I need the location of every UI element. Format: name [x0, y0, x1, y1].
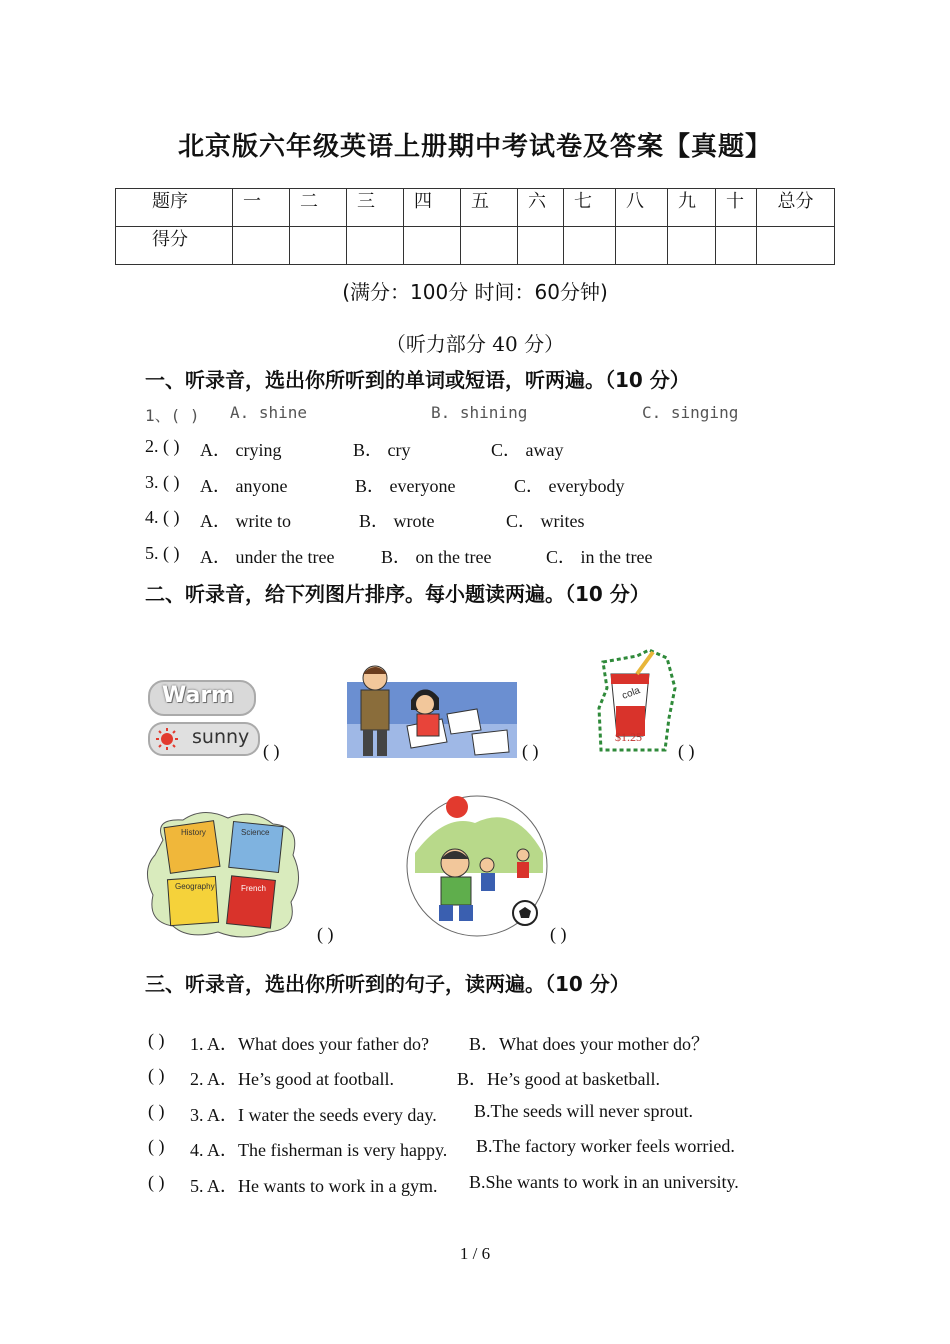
sentence-option-b: B.She wants to work in an university. — [469, 1172, 739, 1192]
sentence-option-b: B.The factory worker feels worried. — [476, 1136, 735, 1156]
q-option-b: B． wrote — [359, 511, 435, 531]
score-cell[interactable] — [668, 227, 716, 265]
subject-books-picture — [143, 810, 303, 940]
book-label: Geography — [175, 882, 215, 891]
score-table-cell: 得分 — [116, 227, 233, 265]
answer-blank[interactable]: ( ) — [148, 1065, 165, 1085]
book-label: French — [241, 884, 266, 893]
score-cell[interactable] — [404, 227, 461, 265]
q-number: 4. ( ) — [145, 507, 180, 527]
exam-meta: (满分：100分 时间：60分钟) — [342, 280, 608, 304]
q1-option-a: A. shine — [230, 403, 308, 422]
q-number: 3. ( ) — [145, 472, 180, 492]
answer-blank[interactable]: ( ) — [148, 1172, 165, 1192]
q-option-b: B． on the tree — [381, 547, 492, 567]
section3-heading: 三、听录音，选出你所听到的句子，读两遍。（10 分） — [145, 972, 630, 996]
book-label: History — [181, 828, 206, 837]
score-cell[interactable] — [564, 227, 616, 265]
q-option-a: A． crying — [200, 440, 282, 460]
score-cell[interactable] — [290, 227, 347, 265]
q-option-c: C． away — [491, 440, 564, 460]
order-blank[interactable]: ( ) — [317, 924, 334, 944]
score-table-cell: 六 — [518, 189, 564, 227]
score-table-cell: 二 — [290, 189, 347, 227]
price-label: $1.25 — [615, 730, 642, 744]
score-cell[interactable] — [233, 227, 290, 265]
score-cell[interactable] — [461, 227, 518, 265]
sentence-option-a: 5. A．He wants to work in a gym. — [190, 1176, 438, 1196]
section2-heading: 二、听录音，给下列图片排序。每小题读两遍。（10 分） — [145, 582, 650, 606]
book-label: Science — [241, 828, 270, 837]
sentence-option-a: 3. A．I water the seeds every day. — [190, 1105, 437, 1125]
score-table — [115, 188, 835, 265]
q-option-c: C． writes — [506, 511, 585, 531]
sun-icon — [154, 727, 180, 751]
cola-label: cola — [620, 685, 642, 702]
q-option-a: A． write to — [200, 511, 291, 531]
warm-pill — [148, 680, 256, 716]
score-table-cell: 八 — [616, 189, 668, 227]
score-table-cell: 五 — [461, 189, 518, 227]
score-table-cell: 十 — [716, 189, 757, 227]
score-cell[interactable] — [616, 227, 668, 265]
score-cell[interactable] — [347, 227, 404, 265]
q-option-b: B． cry — [353, 440, 411, 460]
q-number: 5. ( ) — [145, 543, 180, 563]
order-blank[interactable]: ( ) — [678, 741, 695, 761]
listening-subtitle: （听力部分 40 分） — [385, 332, 565, 356]
score-table-cell: 四 — [404, 189, 461, 227]
page-number: 1 / 6 — [459, 1244, 491, 1263]
books-cloud — [143, 810, 303, 940]
football-picture — [405, 793, 549, 939]
q1-number: 1、( ) — [145, 406, 200, 425]
score-table-cell: 总分 — [757, 189, 835, 227]
score-table-cell: 九 — [668, 189, 716, 227]
order-blank[interactable]: ( ) — [263, 741, 280, 761]
warm-word: Warm — [162, 683, 235, 708]
q1-option-c: C. singing — [642, 403, 739, 422]
score-cell[interactable] — [716, 227, 757, 265]
q-option-c: C． in the tree — [546, 547, 653, 567]
section1-heading: 一、听录音，选出你所听到的单词或短语，听两遍。（10 分） — [145, 368, 690, 392]
q1-option-b: B. shining — [431, 403, 528, 422]
score-cell[interactable] — [518, 227, 564, 265]
q-option-a: A． under the tree — [200, 547, 335, 567]
sentence-option-b: B．He’s good at basketball. — [457, 1069, 660, 1089]
sunny-word: sunny — [192, 726, 250, 748]
people-papers-picture — [347, 664, 517, 758]
sunny-pill — [148, 722, 260, 756]
answer-blank[interactable]: ( ) — [148, 1101, 165, 1121]
q-number: 2. ( ) — [145, 436, 180, 456]
score-table-cell: 七 — [564, 189, 616, 227]
cola-picture — [597, 648, 679, 754]
sentence-option-b: B.The seeds will never sprout. — [474, 1101, 693, 1121]
score-table-score-row — [116, 227, 835, 265]
q-option-a: A． anyone — [200, 476, 288, 496]
sentence-option-a: 2. A．He’s good at football. — [190, 1069, 394, 1089]
order-blank[interactable]: ( ) — [550, 924, 567, 944]
score-table-cell: 一 — [233, 189, 290, 227]
page-title: 北京版六年级英语上册期中考试卷及答案【真题】 — [177, 132, 772, 162]
sentence-option-b: B．What does your mother do？ — [469, 1034, 709, 1054]
order-blank[interactable]: ( ) — [522, 741, 539, 761]
sentence-option-a: 4. A．The fisherman is very happy. — [190, 1140, 448, 1160]
answer-blank[interactable]: ( ) — [148, 1030, 165, 1050]
q-option-b: B． everyone — [355, 476, 456, 496]
score-table-cell: 题序 — [116, 189, 233, 227]
sentence-option-a: 1. A．What does your father do? — [190, 1034, 429, 1054]
score-table-cell: 三 — [347, 189, 404, 227]
q-option-c: C． everybody — [514, 476, 625, 496]
weather-words-picture — [146, 678, 258, 758]
score-table-header-row — [116, 189, 835, 227]
answer-blank[interactable]: ( ) — [148, 1136, 165, 1156]
score-cell[interactable] — [757, 227, 835, 265]
